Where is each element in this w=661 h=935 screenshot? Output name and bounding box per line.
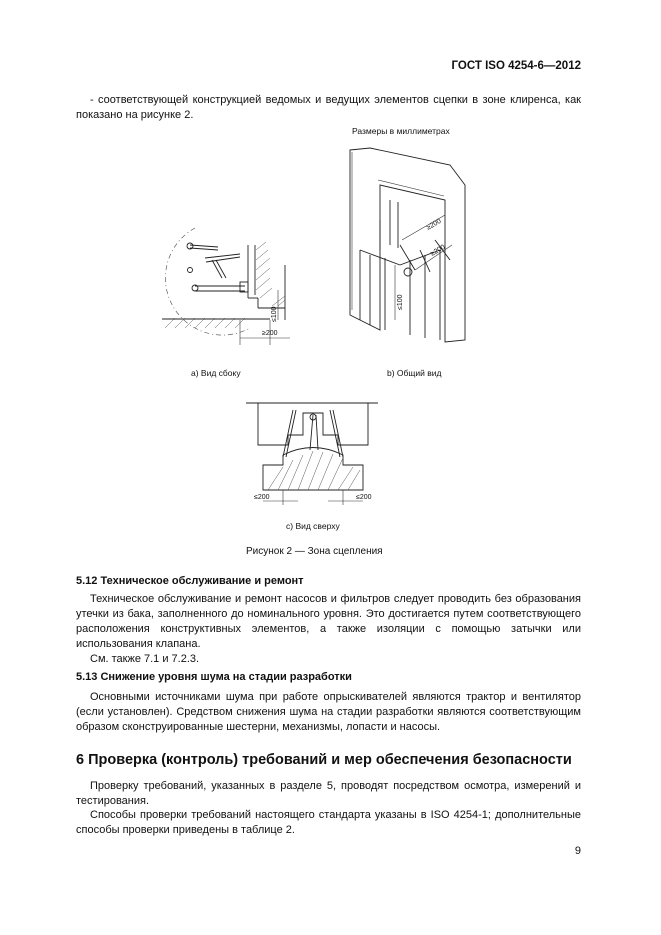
section-5-13-paragraph: Основными источниками шума при работе опрыскивателей являются трактор и вентилятор (если установлен). Средством снижения шума на стадии разработки являются соответствующим образом сконструированные шестерни, механизмы, лопасти и насосы. xyxy=(76,691,581,733)
section-5-13-title: 5.13 Снижение уровня шума на стадии разработки xyxy=(76,671,352,683)
intro-paragraph: - соответствующей конструкцией ведомых и ведущих элементов сцепки в зоне клиренса, как показано на рисунке 2. xyxy=(76,94,581,121)
dim-b-top: ≥200 xyxy=(425,217,443,232)
figure-title: Рисунок 2 — Зона сцепления xyxy=(246,546,383,557)
section-6-paragraph-2: Способы проверки требований настоящего стандарта указаны в ISO 4254-1; дополнительные способы проверки приведены в таблице 2. xyxy=(76,809,581,836)
section-5-12-paragraph: Техническое обслуживание и ремонт насосов и фильтров следует проводить без образования утечки из бака, заполненного до номинального уровня. Это достигается путем соответствующего расположения конструктивных элементов, а также изоляции с помощью затычки или использования клапана. xyxy=(76,593,581,650)
caption-b: b) Общий вид xyxy=(387,368,442,378)
side-view-hatch xyxy=(165,242,285,328)
top-view-hatch xyxy=(268,451,360,490)
general-view-body xyxy=(350,148,465,342)
dim-b-vertical: ≤100 xyxy=(397,294,404,310)
general-view-dimensions xyxy=(395,215,452,320)
side-view-hitch-zone xyxy=(162,228,285,335)
dim-a-vertical: ≤100 xyxy=(271,306,278,322)
top-view-body xyxy=(246,403,378,490)
section-5-12-see-also: См. также 7.1 и 7.2.3. xyxy=(90,653,200,665)
caption-c: c) Вид сверху xyxy=(286,521,340,531)
standard-header: ГОСТ ISO 4254-6—2012 xyxy=(451,60,581,72)
dim-c-right: ≤200 xyxy=(356,494,372,501)
units-note: Размеры в миллиметрах xyxy=(352,126,450,136)
dim-b-mid: ≥200 xyxy=(429,243,447,258)
section-6-paragraph-1: Проверку требований, указанных в разделе 5, проводят посредством осмотра, измерений и тестирования. xyxy=(76,780,581,807)
figure-side-view xyxy=(140,220,300,355)
caption-a: a) Вид сбоку xyxy=(191,368,241,378)
side-view-dimensions xyxy=(240,290,290,345)
figure-general-view xyxy=(340,140,480,350)
top-view-dimensions xyxy=(254,490,372,505)
section-6-title: 6 Проверка (контроль) требований и мер обеспечения безопасности xyxy=(76,752,572,768)
figure-top-view xyxy=(238,395,388,515)
section-5-12-title: 5.12 Техническое обслуживание и ремонт xyxy=(76,575,304,587)
page-number: 9 xyxy=(574,845,581,857)
dim-c-left: ≤200 xyxy=(254,494,270,501)
dim-a-horizontal: ≥200 xyxy=(262,330,278,337)
